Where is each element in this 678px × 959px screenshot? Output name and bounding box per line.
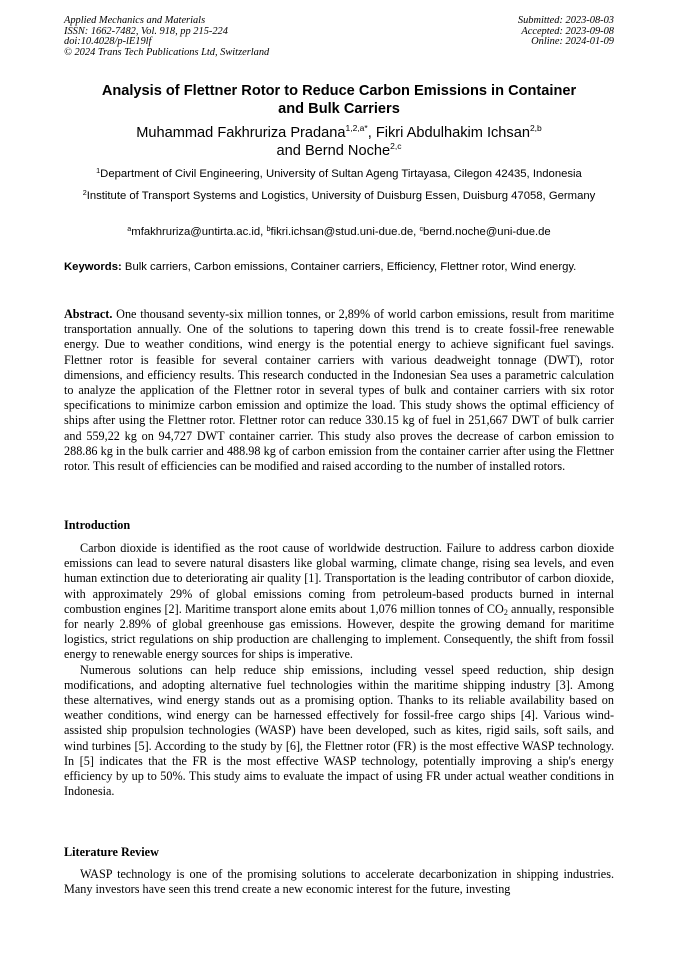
author-separator: , <box>367 125 376 141</box>
email-a-marker: a <box>127 224 132 233</box>
introduction-paragraph-2: Numerous solutions can help reduce ship emissions, including vessel speed reduction, ship design modifications, and adopting alternative fuel technologies within the maritime shipping industry [3]. Among these alternatives, wind energy stands out as a promising option. Thanks to its reliable availability based on weather conditions, wind energy can be harnessed effectively for fossil-free cargo ships [4]. Various wind-assisted ship propulsion technologies (WASP) have been developed, such as kites, rigid sails, soft sails, and wind turbines [5]. According to the study by [6], the Flettner rotor (FR) is the most effective WASP technology. In [5] indicates that the FR is the most effective WASP technology, potentially improving a ship's energy efficiency by up to 50%. This study aims to evaluate the impact of using FR under actual weather conditions in Indonesia. <box>64 662 614 799</box>
email-c-marker: c <box>419 224 424 233</box>
email-c: bernd.noche@uni-due.de <box>423 226 551 238</box>
intro-p1-text-a: Carbon dioxide is identified as the root cause of worldwide destruction. Failure to address carbon dioxide emissions can lead to severe natural disasters like global warming, climate change, rising sea levels, and even human extinction due to deteriorating air quality [1]. Transportation is the leading contributor of carbon dioxide, with approximately 29% of global emissions coming from petroleum-based products burned in internal combustion engines [2]. Maritime transport alone emits about 1,076 million tonnes of CO <box>64 541 614 616</box>
title-line-1: Analysis of Flettner Rotor to Reduce Carbon Emissions in Container <box>101 83 577 99</box>
copyright-line: © 2024 Trans Tech Publications Ltd, Switzerland <box>64 46 270 58</box>
affiliation-2 <box>64 188 614 204</box>
affiliation-2-marker: 2 <box>82 188 87 197</box>
literature-body <box>64 867 614 897</box>
submitted-date: Submitted: 2023-08-03 <box>517 15 614 26</box>
keywords <box>64 260 614 275</box>
paper-title <box>64 82 614 118</box>
doi-line: doi:10.4028/p-lE19lf <box>64 36 152 48</box>
abstract-text: One thousand seventy-six million tonnes, or 2,89% of world carbon emissions, result from maritime transportation annually. One of the solutions to tapering down this trend is to create fossil-free renewable energy. Due to weather conditions, wind energy is the potential energy to achieve significant fuel savings. Flettner rotor is feasible for several container carriers with various deadweight tonnage (DWT), rotor dimensions, and efficiency results. This research conducted in the Indonesian Sea uses a parametric calculation to analyze the application of the Flettner rotor in several types of bulk and container carriers with six rotor specifications to minimize carbon emission and optimize the load. This study shows the optimal efficiency of ships after using the Flettner rotor. Flettner rotor can reduce 330.15 kg of fuel in 251,667 DWT of bulk carrier and 559,22 kg on 94,727 DWT container carrier. This study also proves the decrease of carbon emission to 288.86 kg in the bulk carrier and 488.98 kg of carbon emission from the container carrier after using the Flettner rotor. This result of efficiencies can be modified and raised according to the number of installed rotors. <box>64 307 614 474</box>
author-3-affil: 2,c <box>390 141 402 151</box>
co2-subscript: 2 <box>503 607 508 617</box>
accepted-date: Accepted: 2023-09-08 <box>521 25 614 37</box>
email-a: mfakhruriza@untirta.ac.id, <box>131 226 267 238</box>
email-b-marker: b <box>266 224 271 233</box>
introduction-body <box>64 541 614 799</box>
author-2-affil: 2,b <box>529 123 542 133</box>
abstract <box>64 307 614 474</box>
literature-paragraph-1: WASP technology is one of the promising solutions to accelerate decarbonization in shipping industries. Many investors have seen this trend create a new economic interest for the future, investing <box>64 867 614 897</box>
affiliation-1-text: Department of Civil Engineering, University of Sultan Ageng Tirtayasa, Cilegon 42435, Indonesia <box>100 168 582 180</box>
intro-p1-text-b: annually, responsible for nearly 2.89% of global greenhouse gas emissions. However, despite the growing demand for maritime logistics, strict regulations on ship production are challenging to implement. Consequently, the shift from fossil energy to renewable energy sources for ships is imperative. <box>64 601 614 662</box>
affiliation-1-marker: 1 <box>96 166 101 175</box>
affiliation-1 <box>64 166 614 182</box>
abstract-label: Abstract. <box>64 307 113 321</box>
author-1-affil: 1,2,a* <box>345 123 368 133</box>
keywords-label: Keywords: <box>64 261 122 273</box>
author-3: Bernd Noche <box>304 143 391 159</box>
introduction-heading: Introduction <box>64 518 131 532</box>
keywords-text: Bulk carriers, Carbon emissions, Container carriers, Efficiency, Flettner rotor, Wind energy. <box>121 261 577 273</box>
journal-name: Applied Mechanics and Materials <box>64 15 206 26</box>
submission-dates <box>518 16 614 48</box>
author-and: and <box>276 143 305 159</box>
title-line-2: and Bulk Carriers <box>278 101 400 117</box>
journal-info <box>64 16 269 58</box>
author-emails <box>64 224 614 240</box>
issn-line: ISSN: 1662-7482, Vol. 918, pp 215-224 <box>64 25 228 37</box>
author-list <box>64 124 614 160</box>
author-1: Muhammad Fakhruriza Pradana <box>136 125 346 141</box>
author-2: Fikri Abdulhakim Ichsan <box>375 125 530 141</box>
email-b: fikri.ichsan@stud.uni-due.de, <box>270 226 420 238</box>
affiliation-2-text: Institute of Transport Systems and Logistics, University of Duisburg Essen, Duisburg 47058, Germany <box>86 190 596 202</box>
literature-heading: Literature Review <box>64 845 159 859</box>
online-date: Online: 2024-01-09 <box>531 36 614 48</box>
introduction-paragraph-1 <box>64 541 614 663</box>
